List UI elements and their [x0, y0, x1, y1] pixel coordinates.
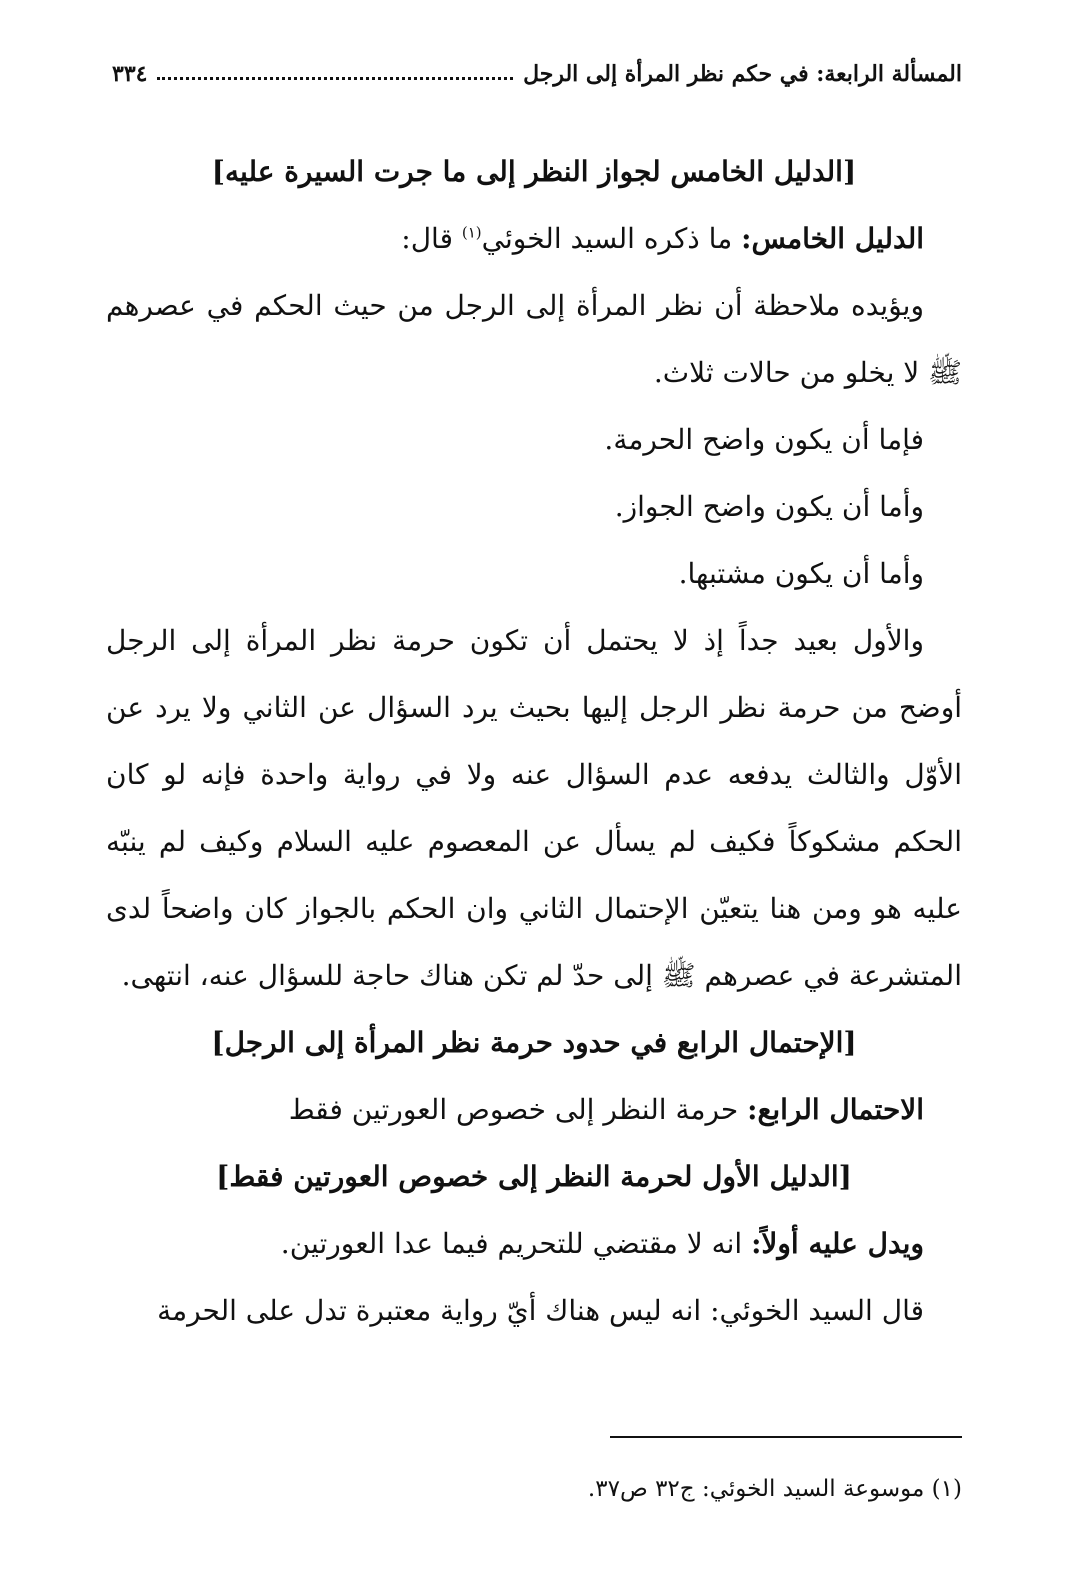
paragraph: فإما أن يكون واضح الحرمة. — [604, 423, 924, 456]
page-number: ٣٣٤ — [112, 61, 148, 87]
paragraph-text: ما ذكره السيد الخوئي — [481, 222, 742, 255]
footnote-divider — [610, 1436, 962, 1438]
paragraph: والأول بعيد جداً إذ لا يحتمل أن تكون حرمة نظر المرأة إلى الرجل أوضح من حرمة نظر الرجل إليها بحيث يرد السؤال عن الثاني ولا يرد عن الأوّل والثالث يدفعه عدم السؤال عنه ولا في رواية واحدة فإنه لو كان الحكم مشكوكاً فكيف لم يسأل عن المعصوم عليه السلام وكيف لم ينبّه عليه هو ومن هنا يتعيّن الإحتمال الثاني وان الحكم بالجواز كان واضحاً لدى المتشرعة في عصرهم ﷺ إلى حدّ لم تكن هناك حاجة للسؤال عنه، انتهى. — [106, 624, 962, 992]
section-heading: [الإحتمال الرابع في حدود حرمة نظر المرأة إلى الرجل] — [211, 1026, 857, 1059]
paragraph-text: قال: — [401, 222, 462, 255]
section-heading: [الدليل الخامس لجواز النظر إلى ما جرت السيرة عليه] — [211, 155, 857, 188]
paragraph-text: حرمة النظر إلى خصوص العورتين فقط — [288, 1093, 748, 1126]
paragraph: قال السيد الخوئي: انه ليس هناك أيّ رواية معتبرة تدل على الحرمة — [157, 1294, 924, 1327]
paragraph: وأما أن يكون مشتبها. — [678, 557, 924, 590]
footnote: (١) موسوعة السيد الخوئي: ج٣٢ ص٣٧. — [587, 1476, 962, 1502]
footnote-reference[interactable]: (١) — [461, 223, 482, 242]
paragraph: ويؤيده ملاحظة أن نظر المرأة إلى الرجل من حيث الحكم في عصرهم ﷺ لا يخلو من حالات ثلاث. — [106, 289, 962, 389]
dotted-leader — [157, 77, 513, 80]
main-text — [106, 138, 962, 1344]
paragraph-text: انه لا مقتضي للتحريم فيما عدا العورتين. — [280, 1227, 752, 1260]
paragraph — [106, 205, 962, 272]
chapter-title: المسألة الرابعة: في حكم نظر المرأة إلى الرجل — [523, 61, 962, 87]
running-header — [112, 54, 962, 94]
paragraph — [106, 1076, 962, 1143]
paragraph: وأما أن يكون واضح الجواز. — [614, 490, 924, 523]
section-heading: [الدليل الأول لحرمة النظر إلى خصوص العورتين فقط] — [216, 1160, 852, 1193]
paragraph-lead: ويدل عليه أولاً: — [751, 1227, 924, 1260]
paragraph-lead: الاحتمال الرابع: — [747, 1093, 924, 1126]
paragraph — [106, 1210, 962, 1277]
paragraph-lead: الدليل الخامس: — [741, 222, 924, 255]
